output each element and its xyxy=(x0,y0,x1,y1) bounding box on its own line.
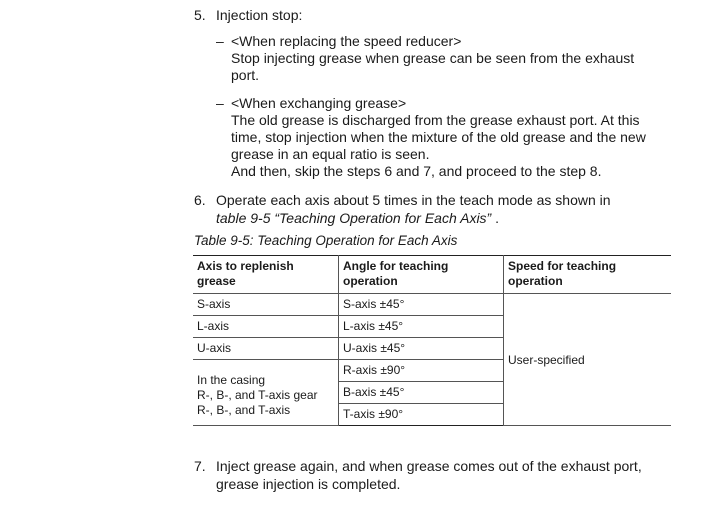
step-line-ref xyxy=(216,209,611,227)
cell-axis-group xyxy=(193,360,339,426)
step-line: Operate each axis about 5 times in the teach mode as shown in xyxy=(216,192,611,208)
step-6 xyxy=(194,191,694,227)
cell-axis: L-axis xyxy=(193,316,339,338)
bullet-line: Stop injecting grease when grease can be seen from the exhaust xyxy=(231,50,635,66)
bullet-replacing-reducer xyxy=(216,33,696,84)
cell-angle: L-axis ±45° xyxy=(339,316,504,338)
step-text xyxy=(216,457,642,493)
table-header-row xyxy=(193,256,671,294)
table-caption: Table 9-5: Teaching Operation for Each Axis xyxy=(194,233,458,248)
bullet-body xyxy=(231,33,634,84)
table-row xyxy=(193,294,671,316)
step-line: Inject grease again, and when grease comes out of the exhaust port, xyxy=(216,458,642,474)
bullet-body xyxy=(231,95,646,180)
step-line: grease injection is completed. xyxy=(216,476,401,492)
period: . xyxy=(495,210,500,226)
bullet-line: The old grease is discharged from the grease exhaust port. At this xyxy=(231,112,640,128)
step-number: 6. xyxy=(194,192,206,208)
step-title: Injection stop: xyxy=(216,7,303,23)
cell-angle: T-axis ±90° xyxy=(339,404,504,426)
teaching-operation-table xyxy=(193,255,671,426)
cell-axis: U-axis xyxy=(193,338,339,360)
cell-speed: User-specified xyxy=(504,294,672,426)
header-line: Speed for teaching xyxy=(508,259,617,273)
cell-angle: S-axis ±45° xyxy=(339,294,504,316)
header-line: Axis to replenish xyxy=(197,259,294,273)
step-number: 5. xyxy=(194,7,206,23)
step-7 xyxy=(194,457,694,493)
header-axis xyxy=(193,256,339,294)
bullet-heading: <When exchanging grease> xyxy=(231,95,407,111)
cell-angle: R-axis ±90° xyxy=(339,360,504,382)
bullet-line: port. xyxy=(231,67,260,83)
step-number: 7. xyxy=(194,458,206,474)
step-text xyxy=(216,191,611,227)
bullet-line: And then, skip the steps 6 and 7, and proceed to the step 8. xyxy=(231,163,602,179)
header-line: operation xyxy=(343,274,398,288)
header-line: operation xyxy=(508,274,563,288)
cell-axis: S-axis xyxy=(193,294,339,316)
bullet-exchanging-grease xyxy=(216,95,696,180)
bullet-heading: <When replacing the speed reducer> xyxy=(231,33,462,49)
header-line: grease xyxy=(197,274,236,288)
group-line: R-, B-, and T-axis xyxy=(197,403,291,417)
step-5 xyxy=(194,6,694,24)
header-speed xyxy=(504,256,672,294)
cell-angle: B-axis ±45° xyxy=(339,382,504,404)
group-line: In the casing xyxy=(197,373,266,387)
bullet-line: time, stop injection when the mixture of the old grease and the new xyxy=(231,129,646,145)
bullet-line: grease in an equal ratio is seen. xyxy=(231,146,430,162)
cell-angle: U-axis ±45° xyxy=(339,338,504,360)
table-reference: table 9-5 “Teaching Operation for Each Axis” xyxy=(216,210,496,226)
dash-marker: – xyxy=(216,95,224,111)
header-line: Angle for teaching xyxy=(343,259,449,273)
group-line: R-, B-, and T-axis gear xyxy=(197,388,318,402)
header-angle xyxy=(339,256,504,294)
dash-marker: – xyxy=(216,33,224,49)
